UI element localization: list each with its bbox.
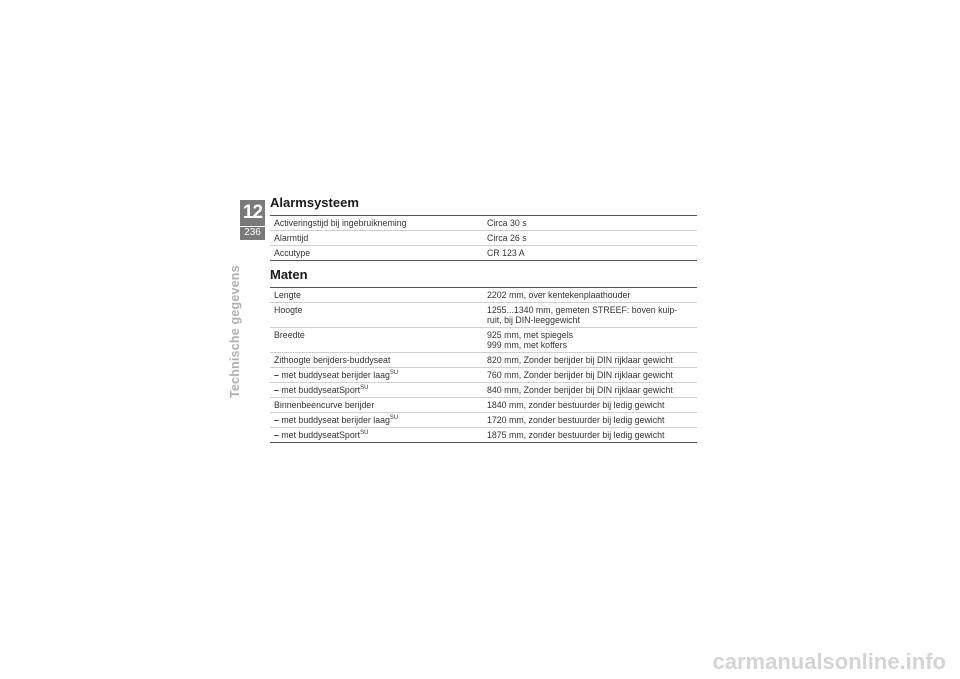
table-row (270, 231, 697, 246)
row-value: 1875 mm, zonder bestuurder bij ledig gewicht (483, 428, 697, 443)
table-row (270, 216, 697, 231)
row-value: 820 mm, Zonder berijder bij DIN rijklaar gewicht (483, 353, 697, 368)
row-label: Activeringstijd bij ingebruikneming (274, 218, 407, 228)
row-value: 840 mm, Zonder berijder bij DIN rijklaar gewicht (483, 383, 697, 398)
row-label-text: met buddyseat berijder laag (281, 415, 390, 425)
option-marker: SU (360, 385, 369, 392)
dash-marker: – (274, 415, 279, 425)
row-value (483, 328, 697, 353)
table-row (270, 413, 697, 428)
row-value-line: 999 mm, met koffers (487, 340, 568, 350)
maten-heading: Maten (270, 267, 308, 282)
row-label: Hoogte (270, 303, 483, 328)
row-value: Circa 26 s (483, 231, 697, 246)
row-label-text: met buddyseatSport (281, 385, 361, 395)
row-value: Circa 30 s (487, 218, 527, 228)
row-label: Zithoogte berijders-buddyseat (270, 353, 483, 368)
row-label (270, 383, 483, 398)
dash-marker: – (274, 385, 279, 395)
maten-table (270, 287, 697, 443)
table-row (270, 428, 697, 443)
option-marker: SU (389, 370, 399, 377)
row-value: CR 123 A (483, 246, 697, 261)
dash-marker: – (274, 370, 279, 380)
chapter-tab (240, 200, 265, 240)
table-row (270, 368, 697, 383)
dash-marker: – (274, 430, 279, 440)
row-label: Accutype (270, 246, 483, 261)
chapter-title: Technische gegevens (228, 265, 242, 398)
row-label-text: met buddyseatSport (281, 430, 361, 440)
row-value-line: 1255...1340 mm, gemeten STREEF: boven kuip- (487, 305, 678, 315)
page-number: 236 (240, 226, 265, 239)
row-value: 760 mm, Zonder berijder bij DIN rijklaar gewicht (483, 368, 697, 383)
table-row (270, 353, 697, 368)
table-row (270, 246, 697, 261)
maten-section (270, 268, 697, 443)
row-label (270, 413, 483, 428)
watermark: carmanualsonline.info (712, 649, 946, 674)
table-row (270, 288, 697, 303)
alarm-table (270, 215, 697, 261)
row-label: Lengte (274, 290, 301, 300)
row-label: Binnenbeencurve berijder (270, 398, 483, 413)
alarm-section (270, 196, 697, 261)
table-row (270, 328, 697, 353)
table-row (270, 398, 697, 413)
chapter-number: 12 (242, 202, 263, 223)
option-marker: SU (360, 430, 369, 437)
row-value: 1840 mm, zonder bestuurder bij ledig gewicht (483, 398, 697, 413)
row-label: Breedte (270, 328, 483, 353)
row-label: Alarmtijd (270, 231, 483, 246)
row-label (270, 368, 483, 383)
table-row (270, 303, 697, 328)
row-value: 1720 mm, zonder bestuurder bij ledig gewicht (483, 413, 697, 428)
row-label (270, 428, 483, 443)
row-value (483, 303, 697, 328)
row-value-line: 925 mm, met spiegels (487, 330, 574, 340)
row-value-line: ruit, bij DIN-leeggewicht (487, 315, 580, 325)
alarm-heading: Alarmsysteem (270, 195, 359, 210)
row-value: 2202 mm, over kentekenplaathouder (487, 290, 631, 300)
option-marker: SU (389, 415, 399, 422)
table-row (270, 383, 697, 398)
row-label-text: met buddyseat berijder laag (281, 370, 390, 380)
